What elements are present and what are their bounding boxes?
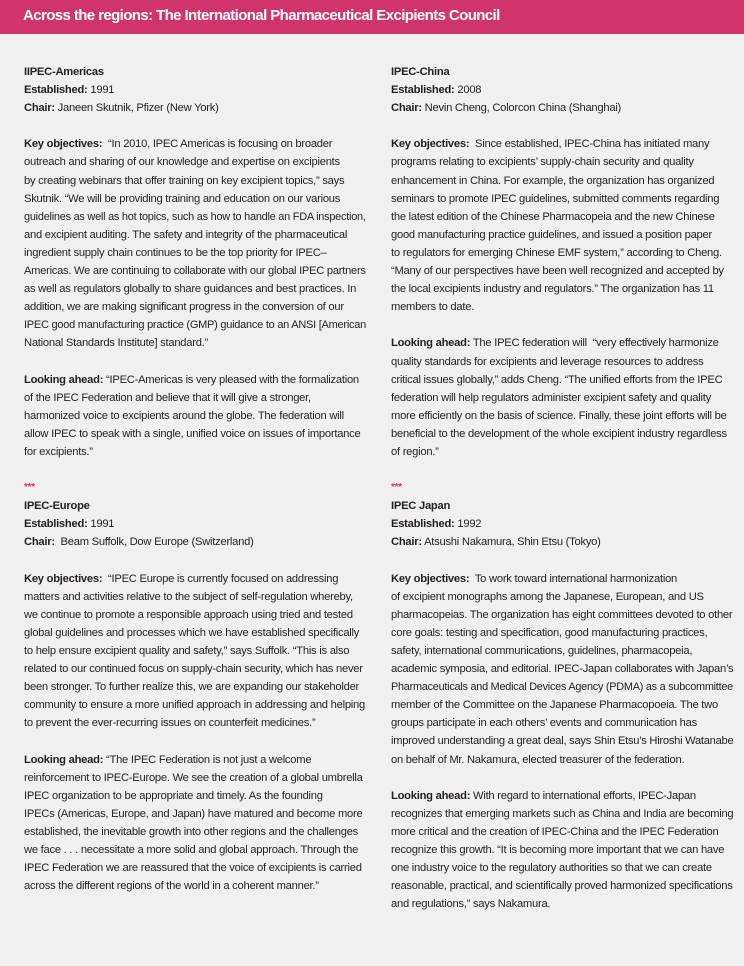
paragraph-line: quality standards for excipients and leverage resources to address (391, 355, 704, 368)
paragraph-line: of excipient monographs among the Japanese, European, and US (391, 590, 704, 603)
key-objectives-label: Key objectives: (24, 572, 103, 585)
section-separator: *** (391, 482, 402, 494)
paragraph-line: The IPEC federation will “very effectively harmonize (470, 337, 719, 350)
paragraph-line: “The IPEC Federation is not just a welcome (103, 753, 312, 766)
paragraph-line: been stronger. To further realize this, we are expanding our stakeholder (24, 681, 360, 694)
chair-value: Beam Suffolk, Dow Europe (Switzerland) (54, 536, 254, 549)
paragraph-line: programs relating to excipients’ supply-chain security and quality (391, 156, 694, 169)
paragraph-line: recognize this growth. “It is becoming more important that we can have (391, 844, 725, 857)
paragraph-line: improved understanding a great deal, says Shin Etsu’s Hiroshi Watanabe (391, 735, 734, 748)
paragraph-line: matters and activities relative to the subject of self-regulation whereby, (24, 590, 353, 603)
paragraph-line: “IPEC Europe is currently focused on addressing (102, 572, 339, 585)
section-name: IPEC Japan (391, 500, 451, 513)
chair-value: Nevin Cheng, Colorcon China (Shanghai) (421, 102, 622, 115)
looking-ahead (24, 751, 366, 896)
paragraph-line: the local excipients industry and regulators.” The organization has 11 (391, 283, 714, 296)
paragraph-line: IPECs (Americas, Europe, and Japan) have matured and become more (24, 807, 363, 820)
section-name: IPEC-Europe (24, 500, 90, 513)
established-label: Established: (391, 518, 455, 531)
chair-label: Chair: (391, 536, 422, 549)
looking-ahead (391, 334, 733, 461)
paragraph-line: “IPEC-Americas is very pleased with the formalization (103, 373, 359, 386)
key-objectives-label: Key objectives: (24, 138, 103, 151)
paragraph-line: safety, international communications, guidelines, pharmacopeia, (391, 645, 693, 657)
paragraph-line: federation will help regulators administer excipient safety and quality (391, 391, 711, 404)
paragraph-line: community to ensure a more unified approach in addressing and helping (24, 699, 365, 712)
key-objectives-label: Key objectives: (391, 138, 470, 151)
paragraph-line: harmonized voice to excipients around the globe. The federation will (24, 409, 344, 422)
paragraph-line: of region.” (391, 445, 439, 458)
paragraph-line: “In 2010, IPEC Americas is focusing on broader (102, 138, 333, 151)
paragraph-line: more efficiently on the basis of science. Finally, these joint efforts will be (391, 409, 727, 422)
paragraph-line: To work toward international harmonization (469, 572, 678, 585)
paragraph-line: pharmacopeias. The organization has eight committees devoted to other (391, 608, 733, 621)
paragraph-line: reinforcement to IPEC-Europe. We see the creation of a global umbrella (24, 771, 363, 784)
looking-ahead-label: Looking ahead: (24, 753, 104, 766)
paragraph-line: related to our continued focus on supply-chain security, which has never (24, 663, 363, 676)
established-label: Established: (24, 518, 88, 531)
paragraph-line: outreach and sharing of our knowledge and expertise on excipients (24, 156, 340, 169)
section-americas (24, 63, 366, 461)
established-value: 1991 (87, 84, 115, 97)
paragraph-line: Skutnik. “We will be providing training and education on our various (24, 192, 341, 205)
paragraph-line: we continue to promote a responsible approach using tried and tested (24, 608, 353, 621)
paragraph-line: and regulations,” says Nakamura. (391, 898, 551, 911)
paragraph-line: beneficial to the development of the whole excipient industry regardless (391, 427, 727, 440)
paragraph-line: we face . . . necessitate a more solid and global approach. Through the (24, 844, 359, 857)
paragraph-line: one industry voice to the regulatory authorities so that we can create (391, 862, 712, 875)
paragraph-line: “Many of our perspectives have been well recognized and accepted by (391, 265, 724, 278)
left-column (24, 63, 366, 895)
paragraph-line: to prevent the ever-recurring issues on counterfeit medicines.” (24, 717, 316, 730)
paragraph-line: guidelines as well as hot topics, such as how to handle an FDA inspection, (24, 210, 366, 223)
chair-label: Chair: (391, 102, 422, 115)
section-name: IIPEC-Americas (24, 66, 104, 78)
chair-value: Janeen Skutnik, Pfizer (New York) (54, 102, 219, 115)
paragraph-line: for excipients.” (24, 445, 93, 458)
section-name: IPEC-China (391, 66, 450, 78)
key-objectives (391, 570, 733, 769)
paragraph-line: academic symposia, and editorial. IPEC-Japan collaborates with Japan’s (391, 663, 734, 676)
paragraph-line: reasonable, practical, and scientifically proved harmonized specifications (391, 880, 733, 893)
paragraph-line: groups participate in each others’ events and communication has (391, 717, 697, 730)
paragraph-line: members to date. (391, 301, 475, 314)
paragraph-line: enhancement in China. For example, the organization has organized (391, 174, 715, 187)
looking-ahead-label: Looking ahead: (24, 373, 104, 386)
looking-ahead-label: Looking ahead: (391, 789, 471, 802)
paragraph-line: on behalf of Mr. Nakamura, elected treasurer of the federation. (391, 753, 685, 766)
paragraph-line: seminars to promote IPEC guidelines, submitted comments regarding (391, 192, 720, 205)
paragraph-line: With regard to international efforts, IPEC-Japan (470, 789, 696, 802)
key-objectives-label: Key objectives: (391, 572, 470, 585)
established-label: Established: (24, 84, 88, 97)
established-value: 2008 (454, 84, 482, 97)
paragraph-line: of the IPEC Federation and believe that it will give a stronger, (24, 391, 311, 404)
section-separator: *** (24, 482, 35, 494)
paragraph-line: IPEC good manufacturing practice (GMP) guidance to an ANSI [American (24, 319, 367, 332)
header-banner (0, 0, 744, 34)
paragraph-line: more critical and the creation of IPEC-China and the IPEC Federation (391, 825, 719, 838)
paragraph-line: Pharmaceuticals and Medical Devices Agency (PDMA) as a subcommittee (391, 681, 733, 694)
key-objectives (24, 570, 366, 733)
paragraph-line: global guidelines and processes which we have established specifically (24, 626, 360, 639)
paragraph-line: National Standards Institute] standard.” (24, 337, 209, 350)
page-title: Across the regions: The International Pharmaceutical Excipients Council (23, 7, 500, 24)
key-objectives (24, 135, 366, 352)
section-europe (24, 497, 366, 895)
paragraph-line: ingredient supply chain continues to be the top priority for IPEC– (24, 246, 327, 259)
paragraph-line: member of the Committee on the Japanese Pharmacopoeia. The two (391, 699, 718, 712)
section-china (391, 63, 733, 461)
chair-value: Atsushi Nakamura, Shin Etsu (Tokyo) (421, 536, 601, 549)
paragraph-line: to help ensure excipient quality and safety,” says Suffolk. “This is also (24, 645, 350, 657)
paragraph-line: the latest edition of the Chinese Pharmacopeia and the new Chinese (391, 210, 715, 223)
paragraph-line: recognizes that emerging markets such as China and India are becoming (391, 807, 734, 820)
paragraph-line: addition, we are making significant progress in the conversion of our (24, 301, 344, 314)
paragraph-line: IPEC Federation we are reassured that the voice of excipients is carried (24, 862, 362, 875)
chair-label: Chair: (24, 102, 55, 115)
paragraph-line: to regulators for emerging Chinese EMF system,” according to Cheng. (391, 246, 722, 259)
established-value: 1991 (87, 518, 115, 531)
looking-ahead (24, 371, 366, 461)
chair-label: Chair: (24, 536, 55, 549)
paragraph-line: Americas. We are continuing to collaborate with our global IPEC partners (24, 265, 366, 278)
right-column (391, 63, 733, 913)
paragraph-line: allow IPEC to speak with a single, unified voice on issues of importance (24, 427, 361, 440)
looking-ahead-label: Looking ahead: (391, 337, 471, 350)
paragraph-line: good manufacturing practice guidelines, and issued a position paper (391, 228, 712, 241)
paragraph-line: across the different regions of the world in a coherent manner.” (24, 880, 319, 893)
paragraph-line: established, the inevitable growth into other regions and the challenges (24, 825, 359, 838)
paragraph-line: critical issues globally,” adds Cheng. “The unified efforts from the IPEC (391, 373, 723, 386)
established-value: 1992 (454, 518, 482, 531)
paragraph-line: core goals: testing and specification, good manufacturing practices, (391, 626, 708, 639)
established-label: Established: (391, 84, 455, 97)
paragraph-line: by creating webinars that offer training on key excipient topics,” says (24, 174, 345, 187)
paragraph-line: IPEC organization to be appropriate and timely. As the founding (24, 789, 323, 802)
looking-ahead (391, 787, 733, 914)
paragraph-line: Since established, IPEC-China has initiated many (469, 138, 710, 151)
key-objectives (391, 135, 733, 316)
paragraph-line: as well as regulators globally to share guidances and best practices. In (24, 283, 357, 296)
section-japan (391, 497, 733, 913)
paragraph-line: and excipient auditing. The safety and integrity of the pharmaceutical (24, 228, 348, 241)
